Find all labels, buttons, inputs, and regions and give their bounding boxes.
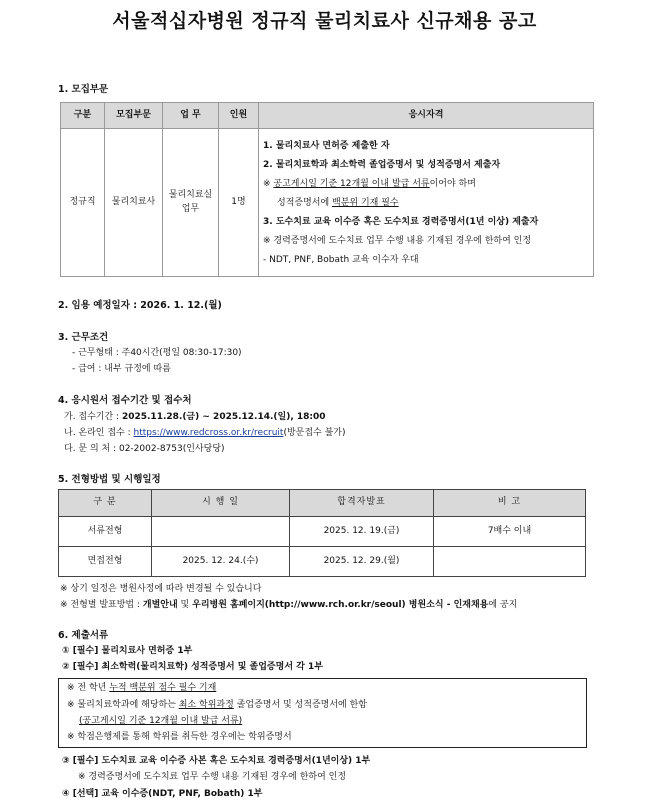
note2-underlined: 백분위 기재 필수 (332, 198, 399, 208)
announcement-method (60, 600, 517, 611)
document-2: ② [필수] 최소학력(물리치료학) 성적증명서 및 졸업증명서 각 1부 (62, 662, 323, 672)
qualification-3: 3. 도수치료 교육 이수증 혹은 도수치료 경력증명서(1년 이상) 제출자 (263, 217, 539, 227)
qualification-4: - NDT, PNF, Bobath 교육 이수자 우대 (263, 255, 419, 265)
cell-duty: 물리치료실 업무 (163, 129, 219, 277)
note-rest: 이어야 하며 (429, 179, 476, 189)
note-mark: ※ (263, 179, 271, 189)
box1-pre: ※ 전 학년 (67, 683, 107, 693)
schedule-header-remarks: 비 고 (434, 490, 586, 517)
section-3-heading: 3. 근무조건 (58, 332, 109, 343)
schedule-note: ※ 상기 일정은 병원사정에 따라 변경될 수 있습니다 (60, 584, 262, 594)
recruitment-table (60, 102, 594, 277)
schedule-table (58, 489, 586, 577)
document-3: ③ [필수] 도수치료 교육 이수증 사본 혹은 도수치료 경력증명서(1년이상) 1부 (62, 756, 371, 766)
document-3-note: ※ 경력증명서에 도수치료 업무 수행 내용 기재된 경우에 한하여 인정 (78, 772, 347, 782)
period-label: 가. 접수기간 : (64, 412, 120, 422)
section-5-heading: 5. 전형방법 및 시행일정 (58, 474, 161, 485)
qualification-2-note (263, 175, 593, 194)
online-note: (방문접수 불가) (283, 428, 346, 438)
cell-type: 정규직 (61, 129, 105, 277)
qualification-2-note2 (263, 194, 593, 213)
qualification-2: 2. 물리치료학과 최소학력 졸업증명서 및 성적증명서 제출자 (263, 160, 501, 170)
section-1-heading: 1. 모집부문 (58, 84, 109, 95)
page-title: 서울적십자병원 정규직 물리치료사 신규채용 공고 (112, 10, 537, 32)
schedule-cell: 7배수 이내 (434, 517, 586, 547)
recruit-link[interactable]: https://www.redcross.or.kr/recruit (133, 428, 284, 438)
document-2-notes-box (58, 678, 587, 748)
section-6-heading: 6. 제출서류 (58, 630, 109, 641)
box-note-1 (67, 683, 216, 694)
schedule-header-date: 시 행 일 (152, 490, 290, 517)
document-1: ① [필수] 물리치료사 면허증 1부 (62, 646, 193, 656)
qualification-3-note: ※ 경력증명서에 도수치료 업무 수행 내용 기재된 경우에 한하여 인정 (263, 236, 532, 246)
method-label: ※ 전형별 발표방법 : (60, 600, 141, 610)
schedule-cell: 2025. 12. 29.(월) (290, 547, 434, 577)
schedule-cell: 서류전형 (59, 517, 152, 547)
section-2-heading: 2. 임용 예정일자 : 2026. 1. 12.(월) (58, 300, 222, 311)
salary: - 급여 : 내부 규정에 따름 (72, 364, 171, 374)
schedule-cell (434, 547, 586, 577)
contact: 다. 문 의 처 : 02-2002-8753(인사당당) (64, 444, 225, 454)
schedule-cell: 2025. 12. 19.(금) (290, 517, 434, 547)
box2-underlined: 최소 학위과정 (178, 700, 234, 710)
schedule-cell (152, 517, 290, 547)
section-4-heading: 4. 응시원서 접수기간 및 접수처 (58, 395, 192, 406)
note-underlined: 공고게시일 기준 12개월 이내 발급 서류 (273, 179, 430, 189)
cell-qualifications (259, 129, 594, 277)
schedule-row (59, 517, 586, 547)
header-duty: 업 무 (163, 103, 219, 129)
header-type: 구분 (61, 103, 105, 129)
box-note-4: ※ 학점은행제를 통해 학위를 취득한 경우에는 학위증명서 (67, 732, 292, 742)
qualification-1: 1. 물리치료사 면허증 제출한 자 (263, 141, 390, 151)
note2-pre: 성적증명서에 (277, 198, 330, 208)
box1-underlined: 누적 백분위 점수 필수 기재 (109, 683, 217, 693)
method-and: 및 (180, 600, 190, 610)
header-count: 인원 (219, 103, 259, 129)
schedule-header-announce: 합격자발표 (290, 490, 434, 517)
method-post: 에 공지 (488, 600, 518, 610)
method-homepage: 우리병원 홈페이지(http://www.rch.or.kr/seoul) 병원소식 - 인재채용 (192, 600, 489, 610)
period-value: 2025.11.28.(금) ~ 2025.12.14.(일), 18:00 (121, 412, 326, 422)
cell-dept: 물리치료사 (105, 129, 163, 277)
method-individual: 개별안내 (142, 600, 178, 610)
work-type: - 근무형태 : 주40시간(평일 08:30-17:30) (72, 348, 242, 358)
box2-pre: ※ 물리치료학과에 해당하는 (67, 700, 176, 710)
online-application (64, 428, 346, 439)
application-period (64, 412, 326, 423)
schedule-cell: 면접전형 (59, 547, 152, 577)
schedule-header-type: 구 분 (59, 490, 152, 517)
schedule-row (59, 547, 586, 577)
schedule-cell: 2025. 12. 24.(수) (152, 547, 290, 577)
box-note-2 (67, 700, 367, 711)
box2-post: 졸업증명서 및 성적증명서에 한함 (236, 700, 367, 710)
box-note-3: (공고게시일 기준 12개월 이내 발급 서류) (79, 716, 243, 726)
header-dept: 모집부문 (105, 103, 163, 129)
header-qualifications: 응시자격 (259, 103, 594, 129)
cell-count: 1명 (219, 129, 259, 277)
document-4: ④ [선택] 교육 이수증(NDT, PNF, Bobath) 1부 (62, 789, 263, 799)
online-label: 나. 온라인 접수 : (64, 428, 131, 438)
